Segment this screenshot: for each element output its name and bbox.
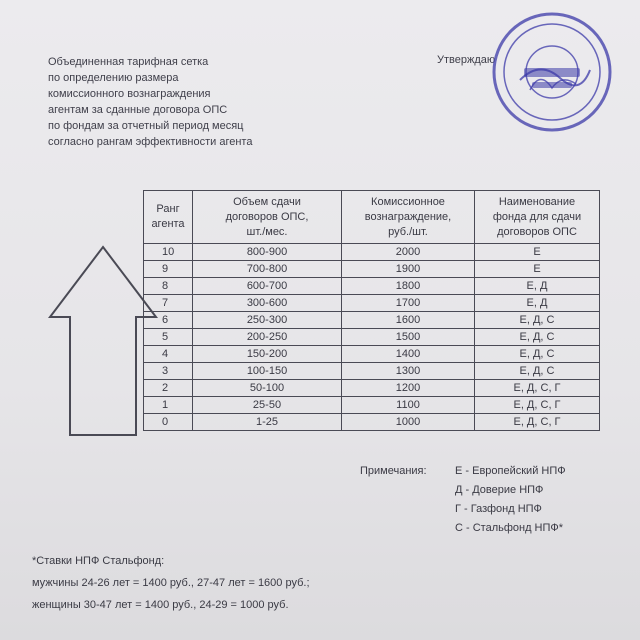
title-line: по определению размера	[48, 72, 179, 84]
note-item: С - Стальфонд НПФ*	[455, 522, 564, 534]
fund-cell: Е	[475, 261, 600, 278]
header-fund: Наименование фонда для сдачи договоров ОПС	[475, 191, 600, 244]
volume-cell: 800-900	[193, 244, 342, 261]
footer-title: *Ставки НПФ Стальфонд:	[32, 555, 165, 567]
fund-cell: Е, Д	[475, 295, 600, 312]
title-line: Объединенная тарифная сетка	[48, 56, 209, 68]
volume-cell: 300-600	[193, 295, 342, 312]
volume-cell: 25-50	[193, 397, 342, 414]
title-line: по фондам за отчетный период месяц	[48, 120, 244, 132]
rank-cell: 5	[144, 329, 193, 346]
table-row	[144, 295, 600, 312]
footer-men-rates: мужчины 24-26 лет = 1400 руб., 27-47 лет = 1600 руб.;	[32, 577, 310, 589]
table-row	[144, 363, 600, 380]
footer-women-rates: женщины 30-47 лет = 1400 руб., 24-29 = 1000 руб.	[32, 599, 289, 611]
approve-label: Утверждаю	[437, 54, 496, 66]
title-line: агентам за сданные договора ОПС	[48, 104, 228, 116]
fund-cell: Е, Д, С, Г	[475, 414, 600, 431]
note-item: Е - Европейский НПФ	[455, 465, 566, 477]
rank-cell: 4	[144, 346, 193, 363]
commission-cell: 1600	[342, 312, 475, 329]
upward-arrow-icon	[48, 245, 158, 437]
fund-cell: Е, Д, С	[475, 346, 600, 363]
commission-cell: 1300	[342, 363, 475, 380]
commission-cell: 1900	[342, 261, 475, 278]
table-row	[144, 380, 600, 397]
fund-cell: Е, Д, С	[475, 312, 600, 329]
table-row	[144, 414, 600, 431]
note-item: Г - Газфонд НПФ	[455, 503, 542, 515]
fund-cell: Е, Д, С, Г	[475, 397, 600, 414]
footer-block	[32, 550, 310, 616]
table-header-row	[144, 191, 600, 244]
table-row	[144, 278, 600, 295]
table-row	[144, 312, 600, 329]
rank-cell: 8	[144, 278, 193, 295]
title-line: комиссионного вознаграждения	[48, 88, 211, 100]
volume-cell: 250-300	[193, 312, 342, 329]
rank-cell: 0	[144, 414, 193, 431]
commission-cell: 2000	[342, 244, 475, 261]
document-title-block	[48, 54, 348, 150]
rank-cell: 3	[144, 363, 193, 380]
header-rank: Ранг агента	[144, 191, 193, 244]
volume-cell: 100-150	[193, 363, 342, 380]
fund-cell: Е, Д, С, Г	[475, 380, 600, 397]
table-row	[144, 346, 600, 363]
commission-cell: 1700	[342, 295, 475, 312]
table-row	[144, 244, 600, 261]
commission-cell: 1800	[342, 278, 475, 295]
table-row	[144, 329, 600, 346]
volume-cell: 1-25	[193, 414, 342, 431]
header-volume: Объем сдачи договоров ОПС, шт./мес.	[193, 191, 342, 244]
rank-cell: 2	[144, 380, 193, 397]
tariff-table	[143, 190, 600, 431]
volume-cell: 700-800	[193, 261, 342, 278]
title-line: согласно рангам эффективности агента	[48, 136, 253, 148]
commission-cell: 1200	[342, 380, 475, 397]
header-commission: Комиссионное вознаграждение, руб./шт.	[342, 191, 475, 244]
notes-list	[455, 462, 566, 538]
table-row	[144, 397, 600, 414]
note-item: Д - Доверие НПФ	[455, 484, 544, 496]
rank-cell: 6	[144, 312, 193, 329]
commission-cell: 1100	[342, 397, 475, 414]
fund-cell: Е, Д	[475, 278, 600, 295]
rank-cell: 10	[144, 244, 193, 261]
commission-cell: 1500	[342, 329, 475, 346]
seal-stamp	[480, 10, 640, 140]
rank-cell: 7	[144, 295, 193, 312]
commission-cell: 1000	[342, 414, 475, 431]
commission-cell: 1400	[342, 346, 475, 363]
volume-cell: 50-100	[193, 380, 342, 397]
table-row	[144, 261, 600, 278]
fund-cell: Е, Д, С	[475, 329, 600, 346]
fund-cell: Е, Д, С	[475, 363, 600, 380]
notes-title: Примечания:	[360, 465, 427, 477]
rank-cell: 9	[144, 261, 193, 278]
volume-cell: 150-200	[193, 346, 342, 363]
rank-cell: 1	[144, 397, 193, 414]
volume-cell: 200-250	[193, 329, 342, 346]
fund-cell: Е	[475, 244, 600, 261]
volume-cell: 600-700	[193, 278, 342, 295]
